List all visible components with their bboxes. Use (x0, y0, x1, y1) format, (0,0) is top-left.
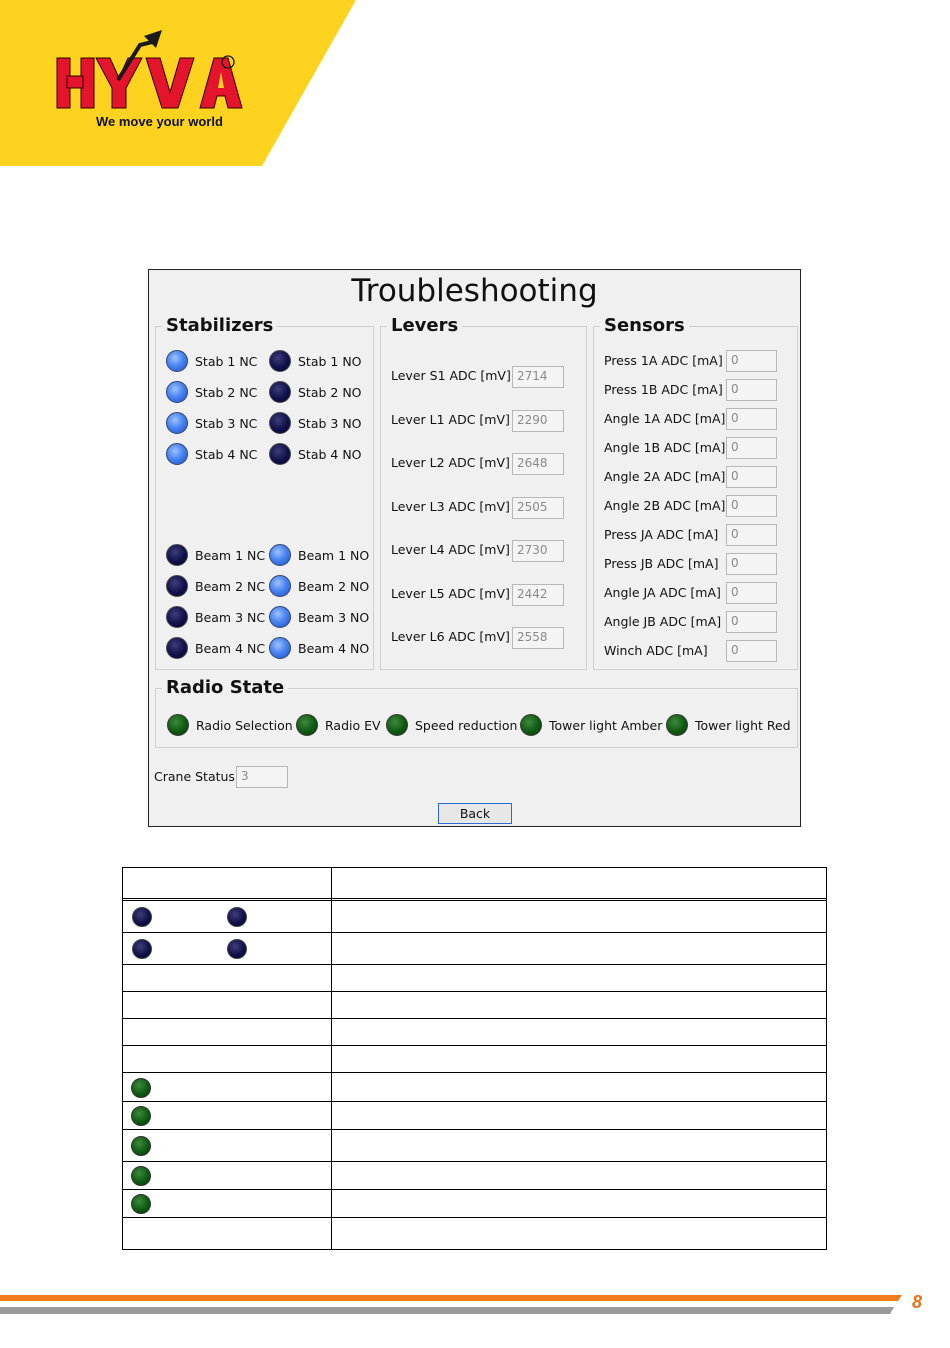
hyva-logo (0, 0, 360, 166)
table-row (123, 1073, 826, 1102)
beam-nc-indicator-icon (166, 637, 188, 659)
sensor-value-field[interactable]: 0 (726, 611, 777, 633)
stab-no-label: Stab 2 NO (298, 385, 362, 400)
table-row (123, 1162, 826, 1190)
radio-indicator-icon (666, 714, 688, 736)
lever-label: Lever S1 ADC [mV] (391, 368, 511, 383)
radio-indicator-icon (167, 714, 189, 736)
sensors-title: Sensors (600, 314, 689, 338)
table-row (123, 1102, 826, 1130)
indicator-green-icon (131, 1166, 151, 1186)
brand-header (0, 0, 360, 166)
stab-nc-indicator-icon (166, 350, 188, 372)
sensor-label: Angle 2B ADC [mA] (604, 498, 726, 513)
beam-no-label: Beam 3 NO (298, 610, 370, 625)
sensor-label: Press JA ADC [mA] (604, 527, 719, 542)
indicator-green-icon (131, 1078, 151, 1098)
back-button[interactable]: Back (438, 803, 512, 824)
lever-value-field[interactable]: 2290 (512, 410, 564, 432)
stabilizers-title: Stabilizers (162, 314, 277, 338)
sensor-value-field[interactable]: 0 (726, 495, 777, 517)
sensor-label: Angle JB ADC [mA] (604, 614, 722, 629)
lever-value-field[interactable]: 2648 (512, 453, 564, 475)
lever-value-field[interactable]: 2558 (512, 627, 564, 649)
table-row (123, 1130, 826, 1162)
beam-no-indicator-icon (269, 575, 291, 597)
beam-nc-label: Beam 1 NC (195, 548, 266, 563)
table-header-row (123, 868, 826, 901)
sensor-value-field[interactable]: 0 (726, 466, 777, 488)
sensor-label: Angle 1B ADC [mA] (604, 440, 726, 455)
lever-label: Lever L5 ADC [mV] (391, 585, 510, 601)
beam-nc-indicator-icon (166, 606, 188, 628)
sensor-label: Press 1B ADC [mA] (604, 382, 723, 397)
radio-label: Radio Selection (196, 718, 293, 733)
indicator-green-icon (131, 1194, 151, 1214)
table-row (123, 1046, 826, 1073)
sensor-value-field[interactable]: 0 (726, 640, 777, 662)
table-row (123, 901, 826, 933)
lever-label: Lever L6 ADC [mV] (391, 629, 510, 644)
table-column-divider (331, 868, 332, 1249)
lever-value-field[interactable]: 2714 (512, 366, 564, 388)
beam-no-indicator-icon (269, 637, 291, 659)
table-row (123, 992, 826, 1019)
table-row (123, 933, 826, 965)
beam-nc-label: Beam 3 NC (195, 610, 266, 625)
stab-nc-label: Stab 2 NC (195, 385, 258, 400)
sensor-label: Angle 1A ADC [mA] (604, 411, 726, 426)
stab-nc-label: Stab 4 NC (195, 447, 258, 462)
lever-value-field[interactable]: 2730 (512, 540, 564, 562)
window-title: Troubleshooting (351, 273, 598, 309)
indicator-green-icon (131, 1106, 151, 1126)
stab-no-indicator-icon (269, 381, 291, 403)
table-row (123, 965, 826, 992)
radio-state-group (155, 677, 798, 748)
table-row (123, 1190, 826, 1218)
sensor-value-field[interactable]: 0 (726, 379, 777, 401)
indicator-off-icon (132, 907, 152, 927)
beam-nc-label: Beam 2 NC (195, 579, 266, 594)
sensor-label: Press JB ADC [mA] (604, 556, 719, 571)
sensor-value-field[interactable]: 0 (726, 553, 777, 575)
radio-indicator-icon (296, 714, 318, 736)
beam-no-label: Beam 1 NO (298, 548, 370, 563)
lever-value-field[interactable]: 2442 (512, 584, 564, 606)
radio-label: Speed reduction (415, 718, 518, 733)
sensor-label: Winch ADC [mA] (604, 643, 708, 658)
lever-label: Lever L4 ADC [mV] (391, 542, 510, 557)
beam-no-indicator-icon (269, 606, 291, 628)
stab-nc-label: Stab 1 NC (195, 354, 258, 369)
sensor-label: Angle JA ADC [mA] (604, 585, 721, 600)
sensor-value-field[interactable]: 0 (726, 408, 777, 430)
indicator-off-icon (227, 907, 247, 927)
sensor-label: Angle 2A ADC [mA] (604, 469, 726, 484)
stab-no-indicator-icon (269, 412, 291, 434)
footer-bars (0, 1290, 950, 1330)
lever-label: Lever L1 ADC [mV] (391, 411, 510, 427)
radio-label: Tower light Red (695, 718, 791, 733)
sensor-value-field[interactable]: 0 (726, 524, 777, 546)
lever-label: Lever L3 ADC [mV] (391, 498, 510, 514)
stab-no-label: Stab 1 NO (298, 354, 362, 369)
stabilizers-group (155, 315, 374, 670)
stab-nc-indicator-icon (166, 381, 188, 403)
page-number: 8 (912, 1292, 923, 1312)
beam-no-label: Beam 2 NO (298, 579, 370, 594)
radio-state-title: Radio State (162, 676, 288, 700)
indicator-green-icon (131, 1136, 151, 1156)
stab-nc-label: Stab 3 NC (195, 416, 258, 431)
indicator-off-icon (132, 939, 152, 959)
beam-nc-indicator-icon (166, 544, 188, 566)
sensor-value-field[interactable]: 0 (726, 582, 777, 604)
stab-nc-indicator-icon (166, 443, 188, 465)
stab-no-label: Stab 3 NO (298, 416, 362, 431)
radio-label: Radio EV (325, 718, 381, 733)
troubleshooting-window (148, 269, 801, 827)
beam-no-indicator-icon (269, 544, 291, 566)
sensor-value-field[interactable]: 0 (726, 350, 777, 372)
beam-nc-label: Beam 4 NC (195, 641, 266, 656)
stab-no-indicator-icon (269, 443, 291, 465)
radio-label: Tower light Amber (549, 718, 663, 733)
beam-nc-indicator-icon (166, 575, 188, 597)
crane-status-label: Crane Status (154, 769, 235, 784)
lever-label: Lever L2 ADC [mV] (391, 455, 510, 470)
beam-no-label: Beam 4 NO (298, 641, 370, 656)
levers-title: Levers (387, 314, 462, 338)
status-table (122, 867, 827, 1250)
stab-no-label: Stab 4 NO (298, 447, 362, 462)
sensor-label: Press 1A ADC [mA] (604, 353, 723, 368)
crane-status-field[interactable]: 3 (236, 766, 288, 788)
logo-tagline: We move your world (96, 114, 223, 129)
table-row (123, 1019, 826, 1046)
indicator-off-icon (227, 939, 247, 959)
levers-group (380, 315, 587, 670)
lever-value-field[interactable]: 2505 (512, 497, 564, 519)
radio-indicator-icon (386, 714, 408, 736)
radio-indicator-icon (520, 714, 542, 736)
table-row (123, 1218, 826, 1249)
sensor-value-field[interactable]: 0 (726, 437, 777, 459)
sensors-group (593, 315, 798, 670)
stab-no-indicator-icon (269, 350, 291, 372)
stab-nc-indicator-icon (166, 412, 188, 434)
